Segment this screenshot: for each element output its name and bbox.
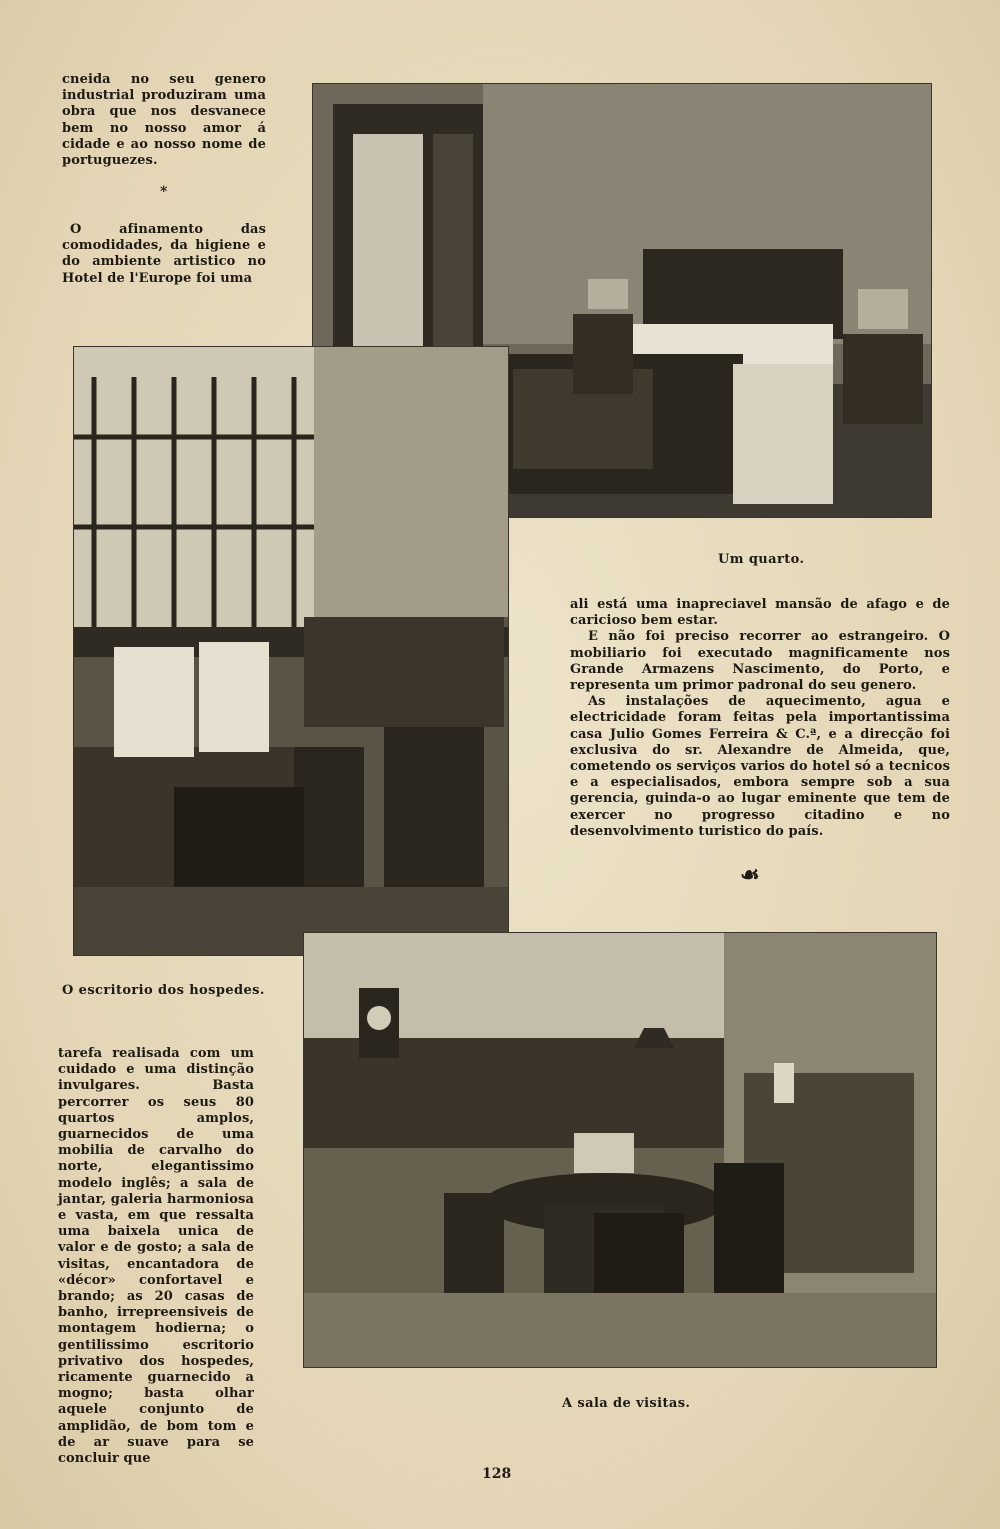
left-top-column xyxy=(62,72,266,169)
left-bottom-column xyxy=(58,1046,254,1467)
paragraph-afinamento: O afinamento das comodidades, da higiene e do ambiente artistico no Hotel de l'Europe foi uma xyxy=(62,222,266,286)
left-top-column-2 xyxy=(62,222,266,287)
paragraph-mobiliario: E não foi preciso recorrer ao estrangeiro. O mobiliario foi executado magnificamente nos Grande Armazens Nascimento, do Porto, e representa um primor padronal do seu genero. xyxy=(570,629,950,694)
photo-sitting-room xyxy=(303,932,937,1368)
caption-escritorio: O escritorio dos hospedes. xyxy=(62,983,265,998)
paragraph-mansao: ali está uma inapreciavel mansão de afago e de caricioso bem estar. xyxy=(570,597,950,629)
ornament-icon: ☙ xyxy=(740,862,760,888)
caption-quarto: Um quarto. xyxy=(718,552,805,567)
right-column xyxy=(570,597,950,840)
caption-sala: A sala de visitas. xyxy=(562,1396,691,1411)
paragraph-intro: cneida no seu genero industrial produziram uma obra que nos desvanece bem no nosso amor á cidade e ao nosso nome de portuguezes. xyxy=(62,72,266,169)
paragraph-instalacoes: As instalações de aquecimento, agua e electricidade foram feitas pela importantissima casa Julio Gomes Ferreira & C.ª, e a direcção foi exclusiva do sr. Alexandre de Almeida, que, cometendo os serviços varios do hotel só a tecnicos e a especialisados, embora sempre sob a sua gerencia, guinda-o ao lugar eminente que tem de exercer no progresso citadino e no desenvolvimento turistico do país. xyxy=(570,694,950,839)
page-number: 128 xyxy=(482,1466,512,1482)
photo-office xyxy=(73,346,509,956)
paragraph-tarefa: tarefa realisada com um cuidado e uma distinção invulgares. Basta percorrer os seus 80 quartos amplos, guarnecidos de uma mobilia de carvalho do norte, elegantissimo modelo inglês; a sala de jantar, galeria harmoniosa e vasta, em que ressalta uma baixela unica de valor e de gosto; a sala de visitas, encantadora de «décor» confortavel e brando; as 20 casas de banho, irrepreensiveis de montagem hodierna; o gentilissimo escritorio privativo dos hospedes, ricamente guarnecido a mogno; basta olhar aquele conjunto de amplidão, de bom tom e de ar suave para se concluir que xyxy=(58,1046,254,1467)
section-separator: * xyxy=(160,184,168,200)
